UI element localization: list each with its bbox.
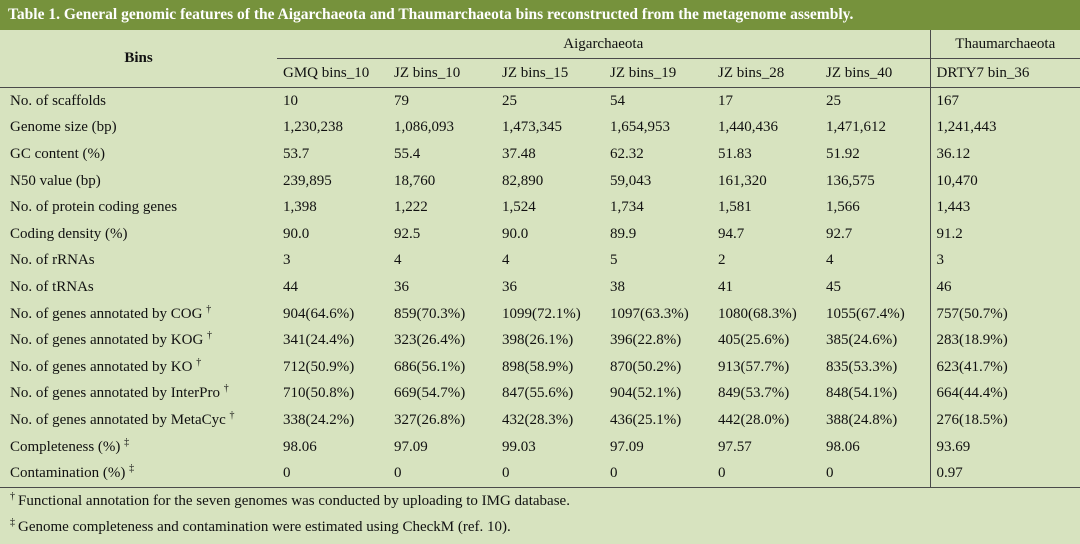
footnote-marker: †	[223, 383, 229, 395]
table-cell: 94.7	[718, 225, 745, 242]
table-row	[0, 327, 1080, 354]
table-cell: 90.0	[283, 225, 310, 242]
table-cell: 276(18.5%)	[930, 407, 1080, 434]
row-label-text: No. of genes annotated by COG	[10, 305, 203, 322]
footnote	[10, 514, 1080, 540]
table-cell: 18,760	[394, 172, 436, 189]
table-cell: 51.83	[718, 145, 752, 162]
table-cell: 25	[502, 92, 517, 109]
row-label-text: Genome size (bp)	[10, 119, 117, 136]
table-cell: 1,654,953	[610, 119, 670, 136]
table-cell: 36.12	[930, 141, 1080, 168]
row-label	[0, 88, 277, 115]
table-cell: 1,086,093	[394, 119, 454, 136]
table-row	[0, 221, 1080, 248]
table-cell: 1,230,238	[283, 119, 343, 136]
row-label	[0, 381, 277, 408]
table-cell: 36	[502, 278, 517, 295]
table-cell: 3	[283, 252, 291, 269]
table-cell: 686(56.1%)	[394, 358, 466, 375]
footnote-marker: ‡	[129, 463, 135, 475]
table-cell: 239,895	[283, 172, 332, 189]
table-cell: 1097(63.3%)	[610, 305, 689, 322]
row-label	[0, 354, 277, 381]
table-cell: 92.7	[826, 225, 853, 242]
column-header: DRTY7 bin_36	[930, 59, 1080, 88]
table-cell: 664(44.4%)	[930, 381, 1080, 408]
table-cell: 97.57	[718, 438, 752, 455]
column-header: JZ bins_28	[712, 59, 820, 88]
table-cell: 835(53.3%)	[826, 358, 898, 375]
row-label	[0, 115, 277, 142]
row-label-text: N50 value (bp)	[10, 172, 101, 189]
table-cell: 1,471,612	[826, 119, 886, 136]
table-cell: 25	[826, 92, 841, 109]
table-cell: 432(28.3%)	[502, 411, 574, 428]
table-cell: 341(24.4%)	[283, 332, 355, 349]
row-label	[0, 141, 277, 168]
row-label	[0, 248, 277, 275]
table-cell: 1,222	[394, 199, 428, 216]
table-cell: 0	[388, 460, 496, 487]
table-cell: 91.2	[930, 221, 1080, 248]
table-cell: 0.97	[930, 460, 1080, 487]
row-label-text: Completeness (%)	[10, 438, 121, 455]
table-cell: 79	[394, 92, 409, 109]
footnote-text: Functional annotation for the seven genomes was conducted by uploading to IMG database.	[18, 492, 570, 509]
table-row	[0, 460, 1080, 487]
table-cell: 99.03	[502, 438, 536, 455]
aigarchaeota-group-header: Aigarchaeota	[277, 30, 930, 59]
footnote	[10, 488, 1080, 514]
footnote-marker: †	[196, 356, 202, 368]
table-cell: 82,890	[502, 172, 544, 189]
table-row	[0, 88, 1080, 115]
table-cell: 1,398	[283, 199, 317, 216]
row-label	[0, 168, 277, 195]
row-label	[0, 460, 277, 487]
table-cell: 442(28.0%)	[718, 411, 790, 428]
row-label-text: No. of genes annotated by KO	[10, 358, 193, 375]
row-label-text: No. of protein coding genes	[10, 199, 178, 216]
thaumarchaeota-group-header: Thaumarchaeota	[930, 30, 1080, 59]
table-cell: 0	[496, 460, 604, 487]
table-cell: 36	[394, 278, 409, 295]
table-cell: 1,473,345	[502, 119, 562, 136]
table-cell: 283(18.9%)	[930, 327, 1080, 354]
table-cell: 848(54.1%)	[826, 385, 898, 402]
table-row	[0, 248, 1080, 275]
table-row	[0, 434, 1080, 461]
table-cell: 136,575	[826, 172, 875, 189]
table-cell: 44	[283, 278, 298, 295]
row-label-text: No. of tRNAs	[10, 278, 94, 295]
table-cell: 90.0	[502, 225, 529, 242]
table-cell: 97.09	[610, 438, 644, 455]
row-label-text: GC content (%)	[10, 145, 105, 162]
table-row	[0, 381, 1080, 408]
table-cell: 4	[826, 252, 834, 269]
column-header: JZ bins_15	[496, 59, 604, 88]
table-cell: 859(70.3%)	[394, 305, 466, 322]
table-cell: 757(50.7%)	[930, 301, 1080, 328]
genomic-features-table	[0, 30, 1080, 488]
table-cell: 97.09	[394, 438, 428, 455]
row-label-text: Contamination (%)	[10, 465, 126, 482]
table-cell: 37.48	[502, 145, 536, 162]
table-cell: 2	[718, 252, 726, 269]
table-cell: 710(50.8%)	[283, 385, 355, 402]
table-cell: 46	[930, 274, 1080, 301]
table-cell: 1099(72.1%)	[502, 305, 581, 322]
table-cell: 396(22.8%)	[610, 332, 682, 349]
row-label	[0, 194, 277, 221]
column-header: JZ bins_19	[604, 59, 712, 88]
footnote-marker: †	[10, 490, 15, 502]
footnote-text: Genome completeness and contamination were estimated using CheckM (ref. 10).	[18, 518, 511, 535]
table-cell: 51.92	[826, 145, 860, 162]
footnote-marker: †	[229, 409, 235, 421]
table-cell: 4	[502, 252, 510, 269]
table-cell: 1080(68.3%)	[718, 305, 797, 322]
table-cell: 1055(67.4%)	[826, 305, 905, 322]
table-cell: 623(41.7%)	[930, 354, 1080, 381]
table-cell: 913(57.7%)	[718, 358, 790, 375]
table-cell: 5	[610, 252, 618, 269]
table-cell: 10	[283, 92, 298, 109]
table-cell: 904(64.6%)	[283, 305, 355, 322]
table-cell: 898(58.9%)	[502, 358, 574, 375]
row-label	[0, 301, 277, 328]
table-row	[0, 115, 1080, 142]
table-row	[0, 194, 1080, 221]
footnote-marker: ‡	[10, 516, 15, 528]
table-cell: 1,734	[610, 199, 644, 216]
table-cell: 398(26.1%)	[502, 332, 574, 349]
table-cell: 1,566	[826, 199, 860, 216]
row-label	[0, 434, 277, 461]
column-header: JZ bins_40	[820, 59, 930, 88]
footnote-marker: ‡	[124, 436, 130, 448]
table-row	[0, 168, 1080, 195]
bins-header: Bins	[0, 30, 277, 88]
table-cell: 93.69	[930, 434, 1080, 461]
table-cell: 59,043	[610, 172, 652, 189]
table-cell: 405(25.6%)	[718, 332, 790, 349]
table-cell: 1,440,436	[718, 119, 778, 136]
table-cell: 41	[718, 278, 733, 295]
table-cell: 53.7	[283, 145, 310, 162]
table-row	[0, 301, 1080, 328]
table-cell: 849(53.7%)	[718, 385, 790, 402]
row-label	[0, 274, 277, 301]
table-cell: 436(25.1%)	[610, 411, 682, 428]
table-row	[0, 141, 1080, 168]
table-cell: 0	[712, 460, 820, 487]
row-label	[0, 327, 277, 354]
table-cell: 870(50.2%)	[610, 358, 682, 375]
table-cell: 45	[826, 278, 841, 295]
table-cell: 38	[610, 278, 625, 295]
table-cell: 904(52.1%)	[610, 385, 682, 402]
table-title: Table 1. General genomic features of the Aigarchaeota and Thaumarchaeota bins reconstructed from the metagenome assembly.	[0, 0, 1080, 30]
column-header: JZ bins_10	[388, 59, 496, 88]
row-label-text: No. of genes annotated by InterPro	[10, 385, 220, 402]
table-cell: 1,443	[930, 194, 1080, 221]
table-cell: 98.06	[826, 438, 860, 455]
footnote-marker: †	[207, 330, 213, 342]
table-cell: 712(50.9%)	[283, 358, 355, 375]
table-cell: 62.32	[610, 145, 644, 162]
table-cell: 0	[277, 460, 388, 487]
table-cell: 388(24.8%)	[826, 411, 898, 428]
table-cell: 3	[930, 248, 1080, 275]
row-label-text: No. of rRNAs	[10, 252, 95, 269]
footnote-marker: †	[206, 303, 212, 315]
row-label-text: No. of genes annotated by MetaCyc	[10, 411, 226, 428]
table-cell: 4	[394, 252, 402, 269]
table-cell: 55.4	[394, 145, 421, 162]
row-label-text: No. of genes annotated by KOG	[10, 332, 204, 349]
table-cell: 17	[718, 92, 733, 109]
table-row	[0, 354, 1080, 381]
row-label-text: Coding density (%)	[10, 225, 128, 242]
table-cell: 338(24.2%)	[283, 411, 355, 428]
table-cell: 0	[820, 460, 930, 487]
table-body	[0, 88, 1080, 488]
table-cell: 323(26.4%)	[394, 332, 466, 349]
row-label	[0, 221, 277, 248]
table-cell: 98.06	[283, 438, 317, 455]
table-cell: 1,524	[502, 199, 536, 216]
table-row	[0, 274, 1080, 301]
table-cell: 669(54.7%)	[394, 385, 466, 402]
table-cell: 847(55.6%)	[502, 385, 574, 402]
table-cell: 167	[930, 88, 1080, 115]
table-cell: 1,581	[718, 199, 752, 216]
table-cell: 385(24.6%)	[826, 332, 898, 349]
row-label	[0, 407, 277, 434]
table-cell: 327(26.8%)	[394, 411, 466, 428]
table-cell: 92.5	[394, 225, 421, 242]
table-cell: 10,470	[930, 168, 1080, 195]
table-cell: 161,320	[718, 172, 767, 189]
row-label-text: No. of scaffolds	[10, 92, 106, 109]
footnotes	[0, 488, 1080, 540]
column-header: GMQ bins_10	[277, 59, 388, 88]
table-cell: 1,241,443	[930, 115, 1080, 142]
table-row	[0, 407, 1080, 434]
table-cell: 89.9	[610, 225, 637, 242]
table-cell: 54	[610, 92, 625, 109]
table-cell: 0	[604, 460, 712, 487]
